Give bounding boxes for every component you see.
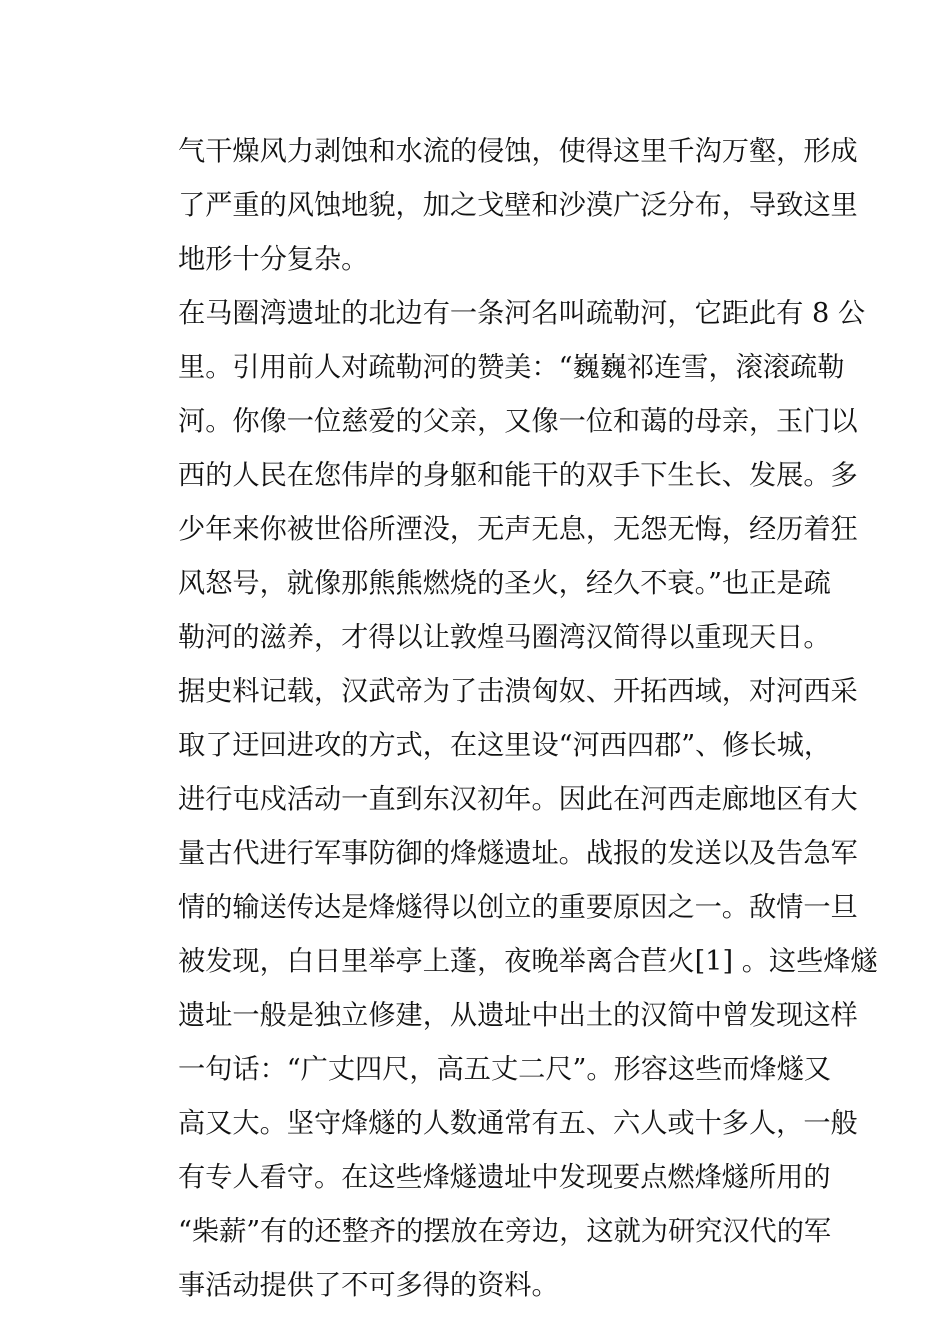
text-line: 进行屯戍活动一直到东汉初年。因此在河西走廊地区有大 (178, 784, 858, 815)
text-line: 有专人看守。在这些烽燧遗址中发现要点燃烽燧所用的 (178, 1162, 831, 1193)
text-line: 量古代进行军事防御的烽燧遗址。战报的发送以及告急军 (178, 838, 858, 869)
text-line: 了严重的风蚀地貌，加之戈壁和沙漠广泛分布，导致这里 (178, 190, 858, 221)
text-line: 据史料记载，汉武帝为了击溃匈奴、开拓西域，对河西采 (178, 676, 858, 707)
text-line: 一句话：“广丈四尺，高五丈二尺”。形容这些而烽燧又 (178, 1054, 832, 1085)
text-line: 河。你像一位慈爱的父亲，又像一位和蔼的母亲，玉门以 (178, 406, 858, 437)
text-line: 勒河的滋养，才得以让敦煌马圈湾汉简得以重现天日。 (178, 622, 831, 653)
paragraph-1 (178, 125, 858, 287)
text-line: 情的输送传达是烽燧得以创立的重要原因之一。敌情一旦 (178, 892, 858, 923)
text-line: 事活动提供了不可多得的资料。 (178, 1270, 559, 1301)
text-line: 取了迂回进攻的方式，在这里设“河西四郡”、修长城， (178, 730, 832, 761)
paragraph-3 (178, 665, 878, 1313)
text-line: 在马圈湾遗址的北边有一条河名叫疏勒河，它距此有 8 公 (178, 298, 866, 329)
text-line: 风怒号，就像那熊熊燃烧的圣火，经久不衰。”也正是疏 (178, 568, 831, 599)
text-line: 气干燥风力剥蚀和水流的侵蚀，使得这里千沟万壑，形成 (178, 136, 858, 167)
text-line: 被发现，白日里举亭上蓬，夜晚举离合苣火[1] 。这些烽燧 (178, 946, 878, 977)
paragraph-2 (178, 287, 866, 665)
document-body (178, 125, 878, 1313)
text-line: 高又大。坚守烽燧的人数通常有五、六人或十多人，一般 (178, 1108, 858, 1139)
text-line: 里。引用前人对疏勒河的赞美：“巍巍祁连雪，滚滚疏勒 (178, 352, 845, 383)
text-line: 少年来你被世俗所湮没，无声无息，无怨无悔，经历着狂 (178, 514, 858, 545)
text-line: 西的人民在您伟岸的身躯和能干的双手下生长、发展。多 (178, 460, 858, 491)
text-line: 地形十分复杂。 (178, 244, 369, 275)
text-line: “柴薪”有的还整齐的摆放在旁边，这就为研究汉代的军 (178, 1216, 832, 1247)
text-line: 遗址一般是独立修建，从遗址中出土的汉简中曾发现这样 (178, 1000, 858, 1031)
